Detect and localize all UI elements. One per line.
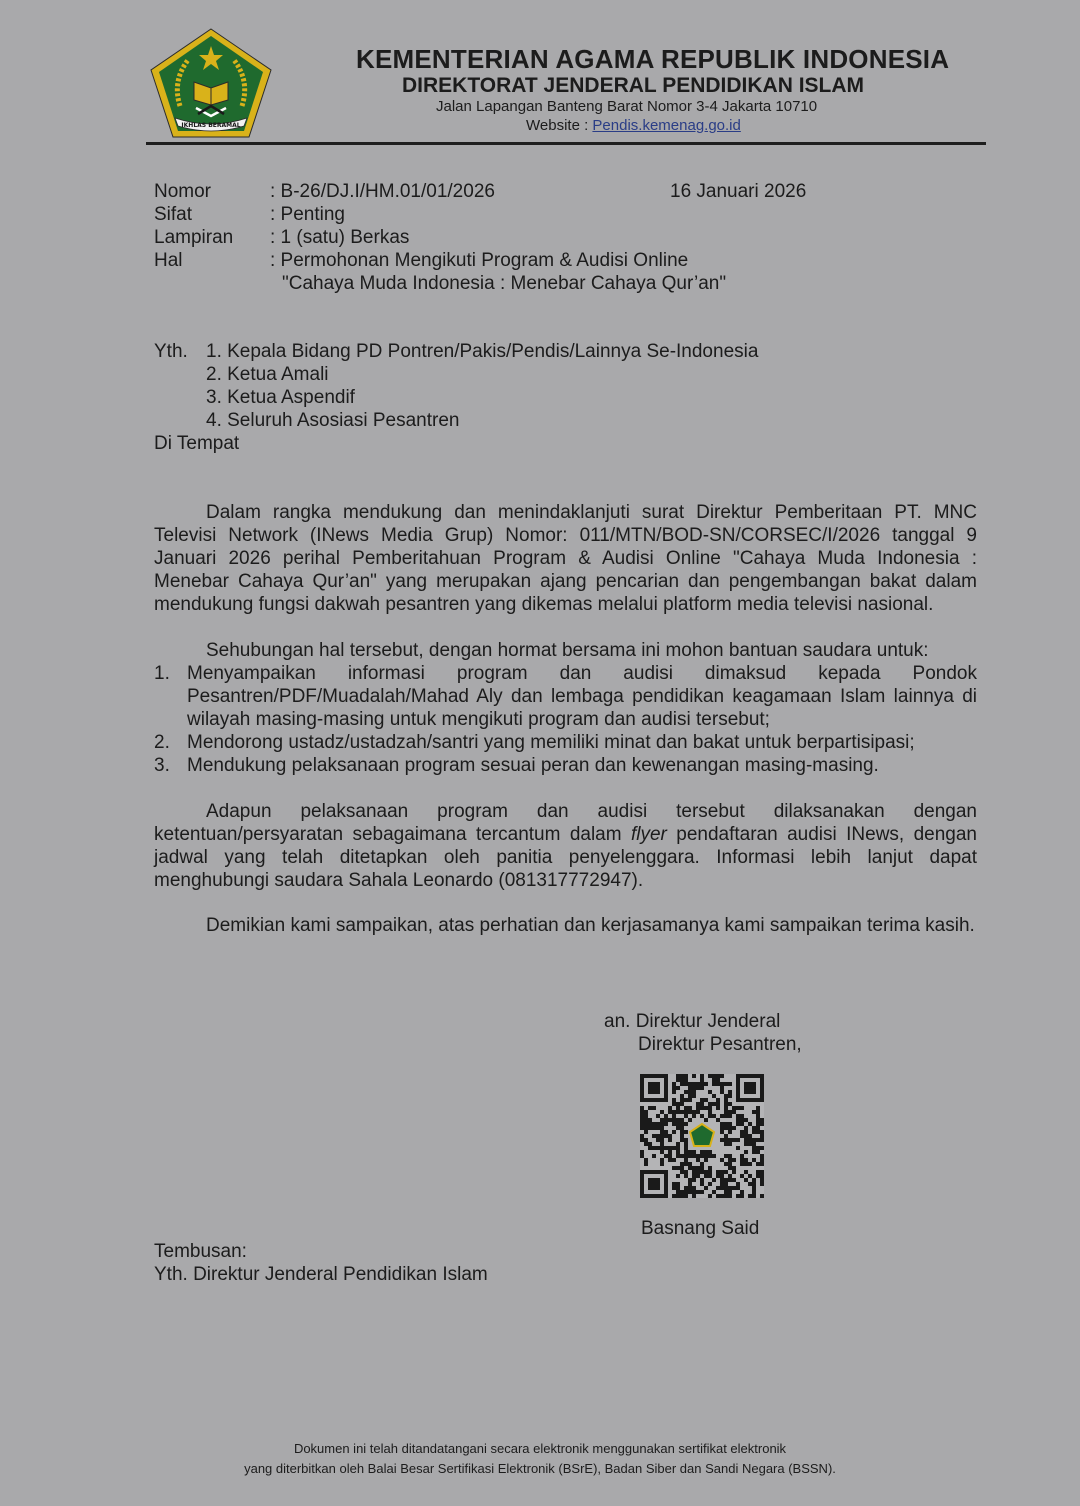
field-label-nomor: Nomor xyxy=(154,181,212,202)
field-label-sifat: Sifat xyxy=(154,204,193,225)
list-number: 1. xyxy=(154,663,170,684)
signatory-name: Basnang Said xyxy=(641,1218,760,1239)
body-paragraph-4-text: Demikian kami sampaikan, atas perhatian dan kerjasamanya kami sampaikan terima kasih. xyxy=(206,915,975,936)
website-line xyxy=(526,117,741,134)
body-paragraph-3 xyxy=(154,800,977,892)
cc-item: Yth. Direktur Jenderal Pendidikan Islam xyxy=(154,1264,488,1285)
signature-title-2: Direktur Pesantren, xyxy=(638,1034,802,1055)
list-text: Menyampaikan informasi program dan audisi dimaksud kepada Pondok Pesantren/PDF/Muadalah/Mahad Aly dan lembaga pendidikan keagamaan Islam lainnya di wilayah masing-masing untuk mengikuti program dan audisi tersebut; xyxy=(187,663,977,730)
body-paragraph-2-intro xyxy=(154,639,977,662)
list-number: 2. xyxy=(154,732,170,753)
footer-line-1: Dokumen ini telah ditandatangani secara elektronik menggunakan sertifikat elektronik xyxy=(293,1441,787,1456)
letterhead-divider xyxy=(146,142,986,145)
field-value-hal-line2: "Cahaya Muda Indonesia : Menebar Cahaya Qur’an" xyxy=(282,273,727,294)
field-value-lampiran: : 1 (satu) Berkas xyxy=(270,227,410,248)
field-label-hal: Hal xyxy=(154,250,183,271)
recipient-item: 4. Seluruh Asosiasi Pesantren xyxy=(206,410,460,431)
body-paragraph-3-part-a: Adapun pelaksanaan program dan audisi tersebut dilaksanakan dengan ketentuan/persyaratan sebagaimana tercantum dalam xyxy=(154,801,977,845)
directorate-name: DIREKTORAT JENDERAL PENDIDIKAN ISLAM xyxy=(402,74,865,97)
website-label: Website : xyxy=(526,117,593,134)
website-link[interactable]: Pendis.kemenag.go.id xyxy=(592,117,741,134)
letter-date: 16 Januari 2026 xyxy=(670,181,807,202)
body-paragraph-4 xyxy=(154,914,977,937)
kemenag-logo xyxy=(148,26,274,140)
signature-qr-code xyxy=(640,1074,764,1198)
list-text: Mendorong ustadz/ustadzah/santri yang memiliki minat dan bakat untuk berpartisipasi; xyxy=(187,732,915,753)
body-paragraph-1-text: Dalam rangka mendukung dan menindaklanjuti surat Direktur Pemberitaan PT. MNC Televisi Network (INews Media Grup) Nomor: 011/MTN/BOD-SN/CORSEC/I/2026 tanggal 9 Januari 2026 perihal Pemberitahuan Program & Audisi Online "Cahaya Muda Indonesia : Menebar Cahaya Qur’an" yang merupakan ajang pencarian dan pengembangan bakat dalam mendukung fungsi dakwah pesantren yang dikemas melalui platform media televisi nasional. xyxy=(154,502,977,615)
list-text: Mendukung pelaksanaan program sesuai peran dan kewenangan masing-masing. xyxy=(187,755,879,776)
cc-title: Tembusan: xyxy=(154,1241,247,1262)
address: Jalan Lapangan Banteng Barat Nomor 3-4 Jakarta 10710 xyxy=(436,98,818,115)
logo-motto: IKHLAS BERAMAL xyxy=(181,122,241,129)
signature-title-1: an. Direktur Jenderal xyxy=(604,1011,781,1032)
recipients-place: Di Tempat xyxy=(154,433,240,454)
recipients-prefix: Yth. xyxy=(154,341,188,362)
recipient-item: 1. Kepala Bidang PD Pontren/Pakis/Pendis/Lainnya Se-Indonesia xyxy=(206,341,759,362)
body-paragraph-1 xyxy=(154,501,977,616)
body-paragraph-3-part-b: pendaftaran audisi INews, dengan jadwal yang telah ditetapkan oleh panitia penyelenggara. Informasi lebih lanjut dapat menghubungi saudara Sahala Leonardo (081317772947). xyxy=(154,824,977,891)
ministry-name: KEMENTERIAN AGAMA REPUBLIK INDONESIA xyxy=(356,44,950,74)
body-paragraph-3-emphasis: flyer xyxy=(630,824,667,845)
field-value-nomor: : B-26/DJ.I/HM.01/01/2026 xyxy=(270,181,495,202)
recipient-item: 2. Ketua Amali xyxy=(206,364,329,385)
footer-line-2: yang diterbitkan oleh Balai Besar Sertifikasi Elektronik (BSrE), Badan Siber dan Sandi Negara (BSSN). xyxy=(244,1461,836,1476)
field-value-sifat: : Penting xyxy=(270,204,345,225)
field-value-hal: : Permohonan Mengikuti Program & Audisi Online xyxy=(270,250,689,271)
body-paragraph-2-intro-text: Sehubungan hal tersebut, dengan hormat bersama ini mohon bantuan saudara untuk: xyxy=(206,640,929,661)
field-label-lampiran: Lampiran xyxy=(154,227,234,248)
recipient-item: 3. Ketua Aspendif xyxy=(206,387,355,408)
list-number: 3. xyxy=(154,755,170,776)
